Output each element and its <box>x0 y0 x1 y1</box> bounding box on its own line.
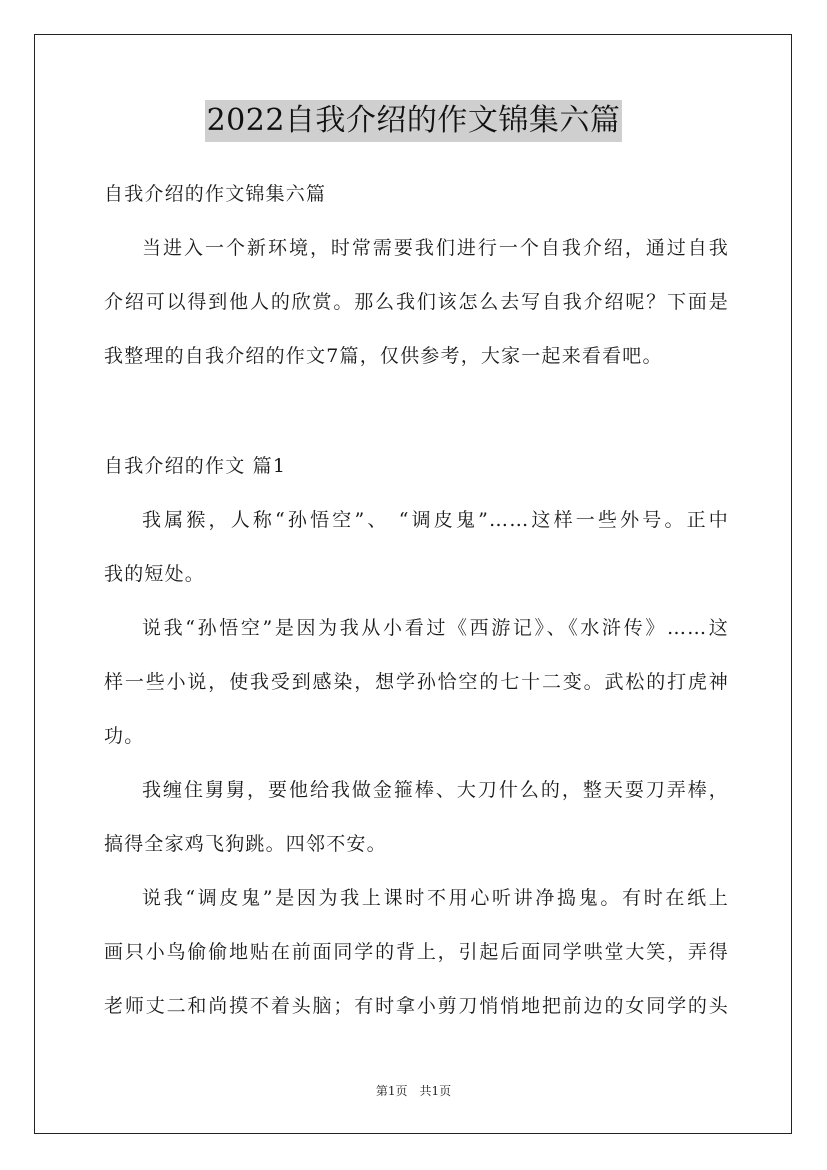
body-line-10: 老师丈二和尚摸不着头脑；有时拿小剪刀悄悄地把前边的女同学的头 <box>104 995 729 1017</box>
document-title: 2022自我介绍的作文锦集六篇 <box>205 100 623 142</box>
intro-line-3: 我整理的自我介绍的作文7篇，仅供参考，大家一起来看看吧。 <box>104 345 663 367</box>
body-line-9: 画只小鸟偷偷地贴在前面同学的背上，引起后面同学哄堂大笑，弄得 <box>104 941 729 963</box>
title-container <box>0 100 827 142</box>
body-line-6: 我缠住舅舅，要他给我做金箍棒、大刀什么的，整天耍刀弄棒， <box>142 779 729 801</box>
body-line-7: 搞得全家鸡飞狗跳。四邻不安。 <box>104 833 387 855</box>
page-footer: 第1页 共1页 <box>375 1084 452 1098</box>
body-line-2: 我的短处。 <box>104 563 206 585</box>
body-line-4: 样一些小说，使我受到感染，想学孙恰空的七十二变。武松的打虎神 <box>104 671 729 693</box>
body-line-5: 功。 <box>104 725 145 747</box>
body-line-1: 我属猴，人称“孙悟空”、 “调皮鬼”……这样一些外号。正中 <box>142 509 729 531</box>
section-heading: 自我介绍的作文 篇1 <box>104 455 287 477</box>
intro-line-1: 当进入一个新环境，时常需要我们进行一个自我介绍，通过自我 <box>142 237 729 259</box>
intro-line-2: 介绍可以得到他人的欣赏。那么我们该怎么去写自我介绍呢？下面是 <box>104 291 729 313</box>
body-line-8: 说我“调皮鬼”是因为我上课时不用心听讲净捣鬼。有时在纸上 <box>142 887 729 909</box>
body-line-3: 说我“孙悟空”是因为我从小看过《西游记》、《水浒传》……这 <box>142 617 729 639</box>
document-subtitle: 自我介绍的作文锦集六篇 <box>104 183 327 205</box>
